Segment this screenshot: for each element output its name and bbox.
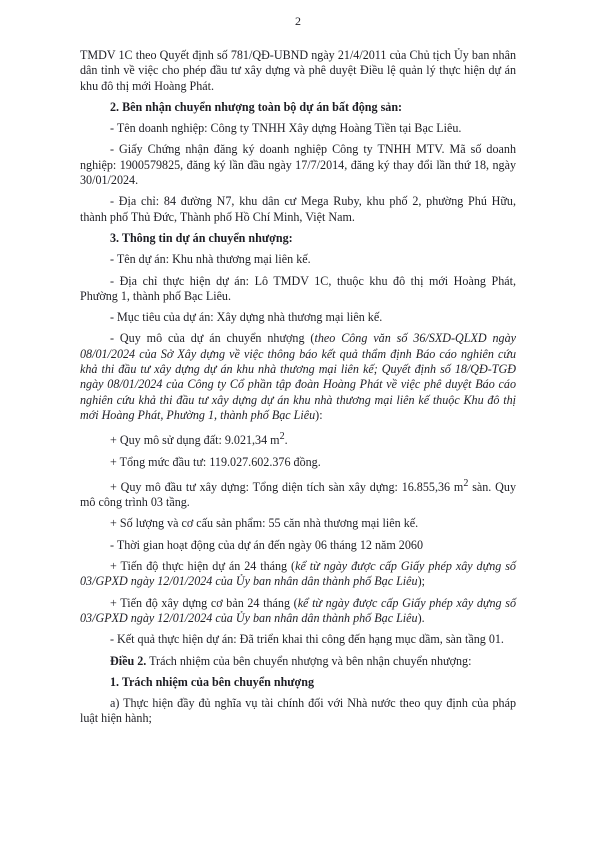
article-2-label: Điều 2. — [110, 653, 147, 668]
paragraph-article-2 — [80, 654, 516, 669]
scale-legal-basis: theo Công văn số 36/SXD-QLXD ngày 08/01/2024 của Sở Xây dựng về việc thông báo kết quả thẩm định Báo cáo nghiên cứu khả thi đầu tư xây dựng dự án khu nhà thương mại liên kế; Quyết định số 18/QĐ-TGĐ ngày 08/01/2024 của Công ty Cổ phần tập đoàn Hoàng Phát về việc phê duyệt Báo cáo nghiên cứu khả thi đầu tư xây dựng dự án khu nhà thương mại liên kế thuộc Khu đô thị mới Hoàng Phát, Phường 1, thành phố Bạc Liêu — [80, 331, 516, 422]
paragraph-project-scale — [80, 331, 516, 423]
schedule-suffix: ); — [417, 574, 425, 589]
article-2-title: Trách nhiệm của bên chuyển nhượng và bên nhận chuyển nhượng: — [146, 653, 472, 668]
paragraph-operation-period: - Thời gian hoạt động của dự án đến ngày 06 tháng 12 năm 2060 — [110, 537, 423, 552]
heading-transferee: 2. Bên nhận chuyển nhượng toàn bộ dự án bất động sản: — [110, 99, 403, 114]
land-area-text: + Quy mô sử dụng đất: 9.021,34 m — [110, 433, 280, 448]
paragraph-product-structure: + Số lượng và cơ cấu sản phẩm: 55 căn nhà thương mại liên kế. — [110, 516, 419, 531]
paragraph-total-investment: + Tổng mức đầu tư: 119.027.602.376 đồng. — [110, 454, 321, 469]
paragraph-implementation-schedule — [80, 559, 516, 590]
paragraph-project-address: - Địa chỉ thực hiện dự án: Lô TMDV 1C, thuộc khu đô thị mới Hoàng Phát, Phường 1, thành phố Bạc Liêu. — [80, 273, 516, 303]
paragraph-financial-obligation: a) Thực hiện đầy đủ nghĩa vụ tài chính đối với Nhà nước theo quy định của pháp luật hiện hành; — [80, 696, 516, 726]
construction-scale-end: sàn. Quy mô công trình 03 tầng. — [80, 479, 516, 510]
land-area-end: . — [284, 433, 288, 448]
paragraph-company-address: - Địa chỉ: 84 đường N7, khu dân cư Mega Ruby, khu phố 2, phường Phú Hữu, thành phố Thủ Đức, Thành phố Hồ Chí Minh, Việt Nam. — [80, 194, 516, 224]
construction-scale-unit-sup: 2 — [463, 477, 469, 489]
schedule-prefix: + Tiến độ thực hiện dự án 24 tháng ( — [110, 559, 296, 574]
paragraph-business-registration: - Giấy Chứng nhận đăng ký doanh nghiệp Công ty TNHH MTV. Mã số doanh nghiệp: 1900579825, đăng ký lần đầu ngày 17/7/2014, đăng ký thay đổi lần thứ 18, ngày 30/01/2024. — [80, 142, 516, 188]
paragraph-company-name: - Tên doanh nghiệp: Công ty TNHH Xây dựng Hoàng Tiền tại Bạc Liêu. — [110, 121, 462, 136]
paragraph-construction-schedule — [80, 596, 516, 627]
schedule-basis: kể từ ngày được cấp Giấy phép xây dựng số 03/GPXD ngày 12/01/2024 của Ủy ban nhân dân thành phố Bạc Liêu — [80, 559, 516, 589]
paragraph-land-area — [80, 429, 516, 448]
paragraph-decision-reference: TMDV 1C theo Quyết định số 781/QĐ-UBND ngày 21/4/2011 của Chủ tịch Ủy ban nhân dân tỉnh về việc cho phép đầu tư xây dựng và phê duyệt Điều lệ quản lý thực hiện dự án khu đô thị mới Hoàng Phát. — [80, 48, 516, 93]
document-body — [80, 48, 516, 733]
construction-schedule-prefix: + Tiến độ xây dựng cơ bản 24 tháng ( — [110, 595, 298, 610]
scale-suffix: ): — [315, 407, 323, 422]
paragraph-project-name: - Tên dự án: Khu nhà thương mại liên kế. — [110, 252, 311, 267]
construction-scale-text: + Quy mô đầu tư xây dựng: Tổng diện tích sàn xây dựng: 16.855,36 m — [110, 479, 464, 494]
construction-schedule-basis: kể từ ngày được cấp Giấy phép xây dựng số 03/GPXD ngày 12/01/2024 của Ủy ban nhân dân thành phố Bạc Liêu — [80, 595, 516, 625]
land-area-unit-sup: 2 — [279, 431, 285, 443]
paragraph-project-objective: - Mục tiêu của dự án: Xây dựng nhà thương mại liên kế. — [110, 310, 383, 325]
paragraph-implementation-result: - Kết quả thực hiện dự án: Đã triển khai thi công đến hạng mục dầm, sàn tầng 01. — [110, 632, 504, 647]
scale-prefix: - Quy mô của dự án chuyển nhượng ( — [110, 331, 315, 346]
paragraph-construction-scale — [80, 476, 516, 511]
construction-schedule-suffix: ). — [417, 610, 425, 625]
heading-transferor-responsibility: 1. Trách nhiệm của bên chuyển nhượng — [110, 674, 315, 689]
heading-project-info: 3. Thông tin dự án chuyển nhượng: — [110, 230, 293, 245]
page-number: 2 — [295, 14, 301, 28]
